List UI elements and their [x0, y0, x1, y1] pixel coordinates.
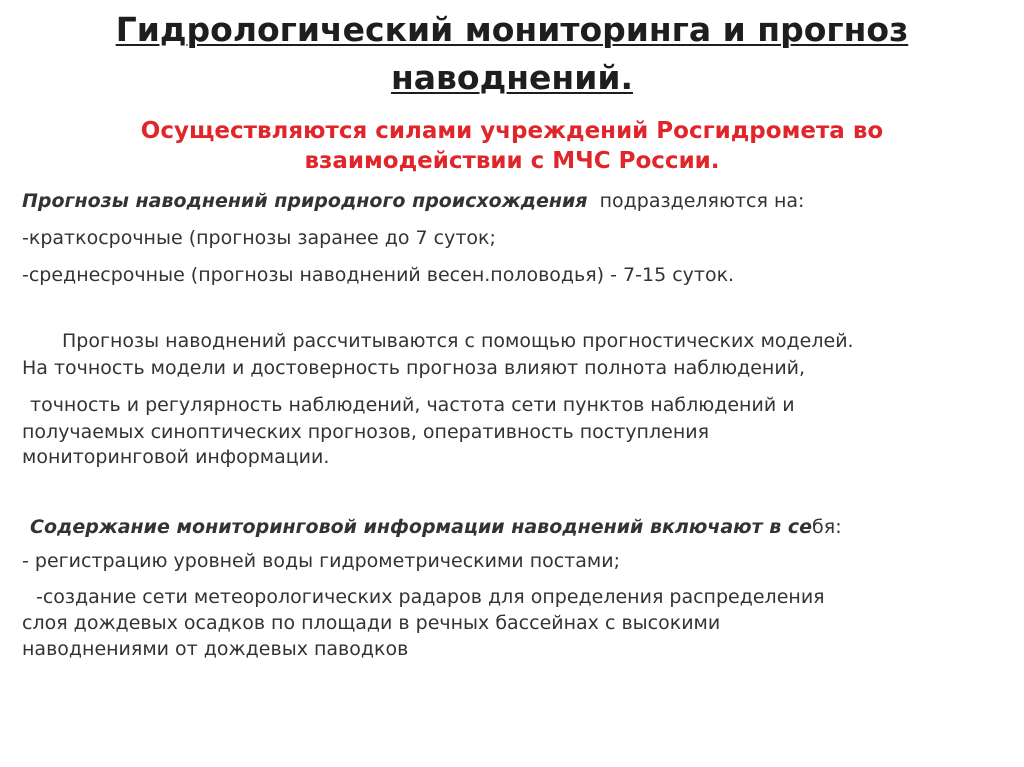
models-line-2: На точность модели и достоверность прогноза влияют полнота наблюдений,: [22, 357, 806, 379]
forecasts-heading-rest: подразделяются на:: [587, 190, 805, 212]
forecasts-item-short-term: -краткосрочные (прогнозы заранее до 7 суток;: [22, 227, 496, 249]
content-item-radars-line-1: -создание сети метеорологических радаров для определения распределения: [36, 586, 825, 608]
models-line-3: точность и регулярность наблюдений, частота сети пунктов наблюдений и: [30, 394, 795, 416]
content-item-water-levels: - регистрацию уровней воды гидрометрическими постами;: [22, 550, 620, 572]
content-heading-bold: Содержание мониторинговой информации наводнений включают в се: [30, 516, 813, 538]
slide-title-line-1: Гидрологический мониторинга и прогноз: [115, 10, 909, 49]
slide-title-line-2: наводнений.: [390, 58, 634, 97]
subtitle-line-2: взаимодействии с МЧС России.: [304, 148, 720, 174]
forecasts-heading: [22, 188, 804, 214]
content-heading-rest: бя:: [812, 516, 842, 538]
forecasts-item-medium-term: -среднесрочные (прогнозы наводнений весен.половодья) - 7-15 суток.: [22, 264, 735, 286]
forecasts-heading-bold: Прогнозы наводнений природного происхождения: [22, 190, 588, 212]
subtitle-line-1: Осуществляются силами учреждений Росгидромета во: [140, 118, 884, 144]
content-heading: [30, 514, 842, 540]
models-line-5: мониторинговой информации.: [22, 446, 330, 468]
models-line-1: Прогнозы наводнений рассчитываются с помощью прогностических моделей.: [62, 330, 854, 352]
content-item-radars-line-2: слоя дождевых осадков по площади в речных бассейнах с высокими: [22, 612, 721, 634]
models-line-4: получаемых синоптических прогнозов, оперативность поступления: [22, 421, 710, 443]
content-item-radars-line-3: наводнениями от дождевых паводков: [22, 638, 409, 660]
